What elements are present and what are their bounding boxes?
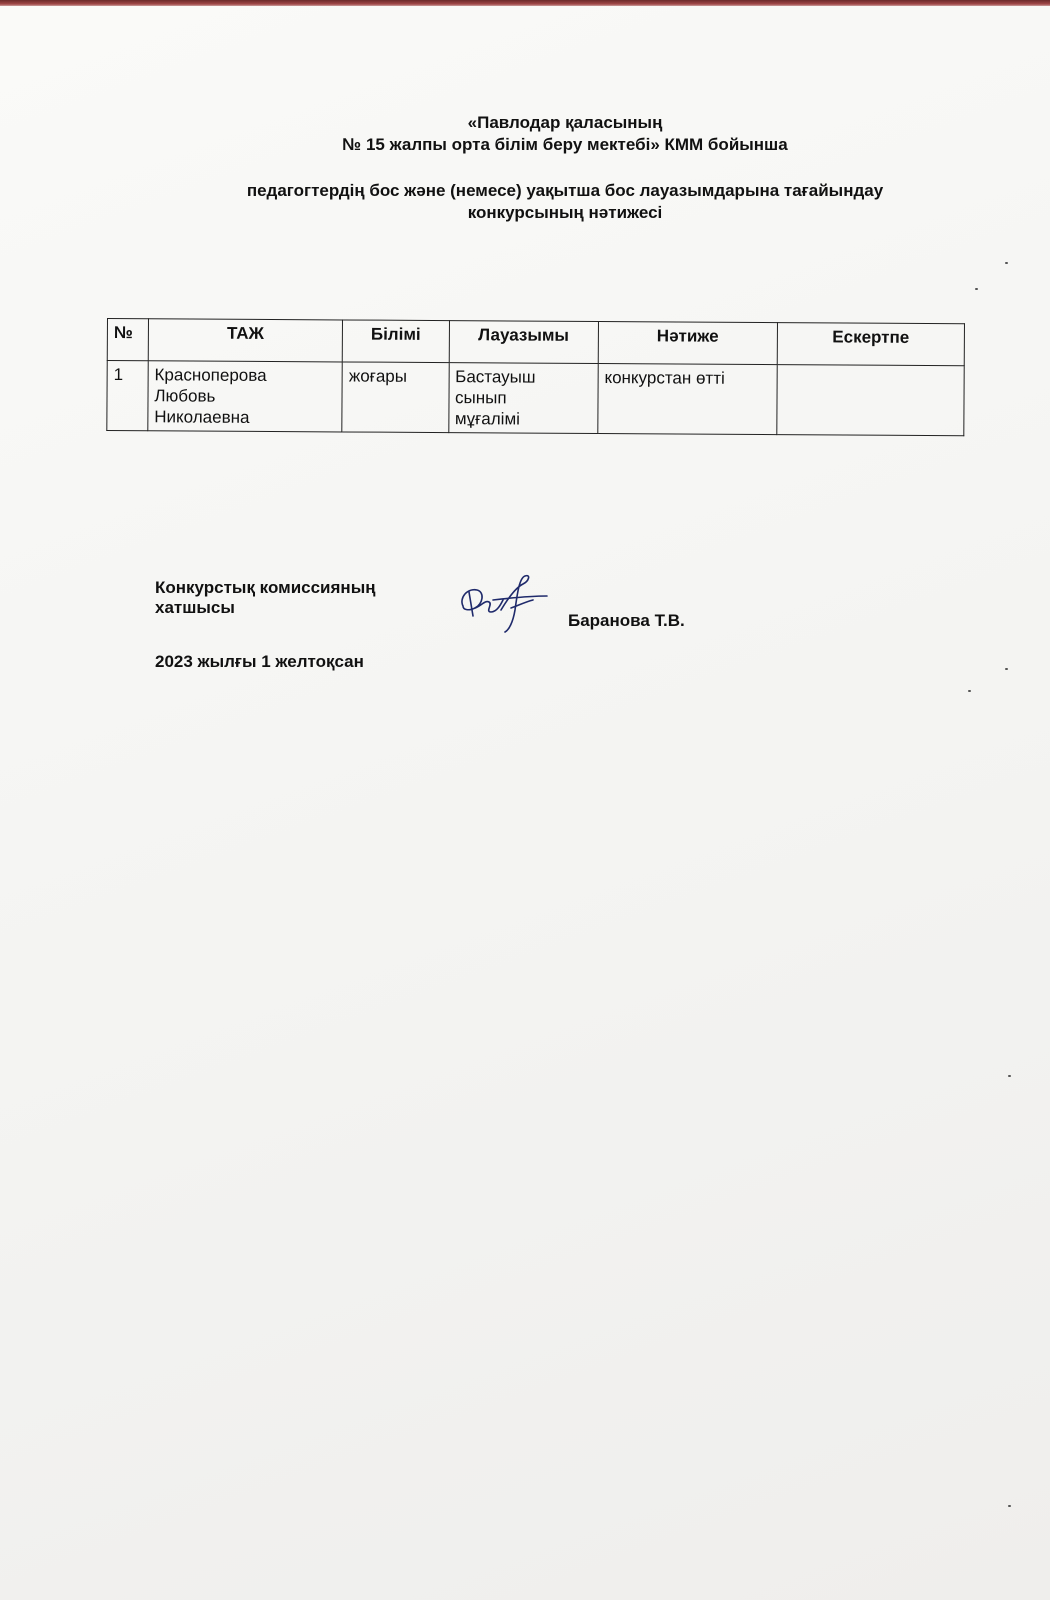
cell-number: 1 — [107, 361, 148, 431]
commission-line-1: Конкурстық комиссияның — [155, 578, 376, 597]
position-line: мұғалімі — [454, 409, 521, 429]
organization-line-2: № 15 жалпы орта білім беру мектебі» КММ бойынша — [342, 135, 788, 154]
organization-line-1: «Павлодар қаласының — [467, 113, 663, 132]
position-line: сынып — [455, 388, 507, 408]
handwritten-signature-icon — [455, 570, 565, 645]
cell-note — [777, 365, 965, 436]
document-page — [0, 6, 1050, 1600]
column-header-note: Ескертпе — [777, 323, 964, 366]
column-header-education: Білімі — [342, 320, 449, 363]
column-header-position: Лауазымы — [449, 321, 599, 364]
paper-speck — [1005, 668, 1008, 670]
document-date: 2023 жылғы 1 желтоқсан — [155, 652, 364, 671]
name-line: Любовь — [154, 386, 216, 406]
cell-education: жоғары — [342, 362, 449, 433]
cell-result: конкурстан өтті — [598, 364, 777, 435]
commission-line-2: хатшысы — [155, 598, 235, 617]
column-header-result: Нәтиже — [598, 322, 777, 365]
signer-name: Баранова Т.В. — [568, 611, 685, 630]
results-table — [106, 318, 965, 436]
cell-position — [448, 363, 598, 434]
document-title — [150, 180, 980, 224]
paper-speck — [968, 690, 971, 692]
column-header-number: № — [107, 319, 148, 361]
table-header-row — [107, 319, 964, 366]
title-line-1: педагогтердің бос және (немесе) уақытша бос лауазымдарына тағайындау — [246, 181, 884, 200]
column-header-name: ТАЖ — [148, 319, 343, 362]
table-row — [107, 361, 964, 436]
name-line: Николаевна — [154, 407, 250, 427]
organization-heading — [150, 112, 980, 156]
paper-speck — [975, 288, 978, 290]
cell-name — [148, 361, 343, 432]
paper-speck — [1005, 262, 1008, 264]
position-line: Бастауыш — [455, 367, 536, 387]
paper-speck — [1008, 1505, 1011, 1507]
title-line-2: конкурсының нәтижесі — [467, 203, 663, 222]
commission-secretary-label — [155, 578, 376, 618]
paper-speck — [1008, 1075, 1011, 1077]
name-line: Красноперова — [154, 365, 267, 385]
